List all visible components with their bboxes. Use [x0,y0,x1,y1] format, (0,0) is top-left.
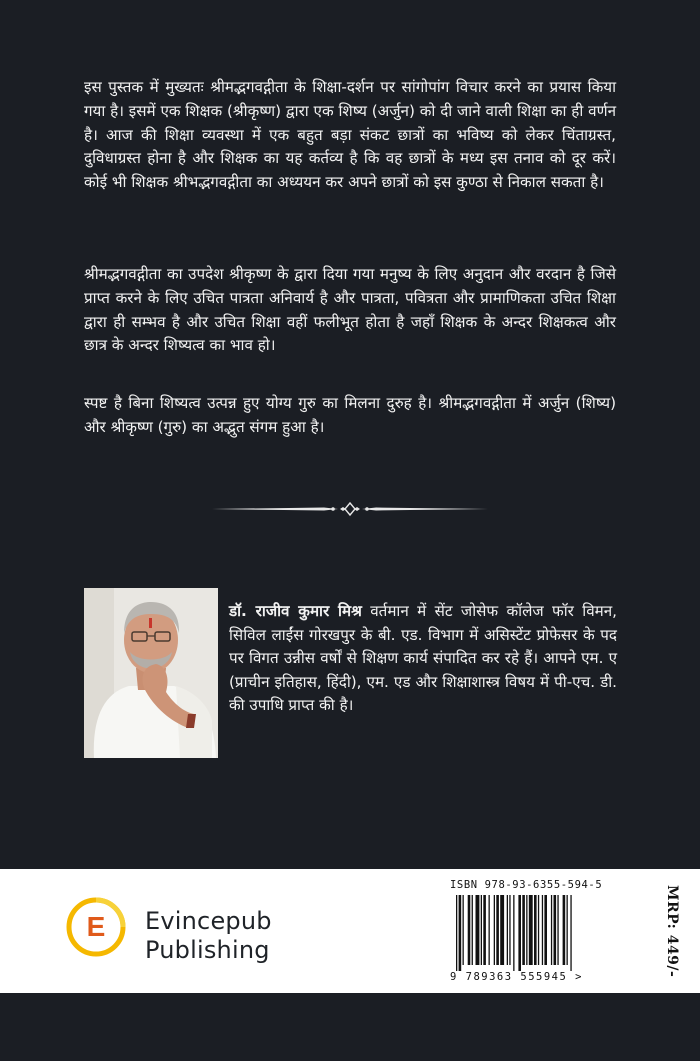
blurb-paragraph-1: इस पुस्तक में मुख्यतः श्रीमद्भगवद्गीता के शिक्षा-दर्शन पर सांगोपांग विचार करने का प्रयास किया गया है। इसमें एक शिक्षक (श्रीकृष्ण) द्वारा एक शिष्य (अर्जुन) को दी जाने वाली शिक्षा का ही वर्णन है। आज की शिक्षा व्यवस्था में एक बहुत बड़ा संकट छात्रों का भविष्य को लेकर चिंताग्रस्त, दुविधाग्रस्त होना है और शिक्षक का यह कर्तव्य है कि वह छात्रों के मध्य इस तनाव को दूर करें। कोई भी शिक्षक श्रीभद्भगवद्गीता का अध्ययन कर अपने छात्रों को इस कुण्ठा से निकाल सकता है। [84,78,616,192]
ornamental-divider [212,500,488,518]
barcode-bars [456,895,626,971]
back-cover-footer [0,869,700,993]
barcode-digits: 9 789363 555945 > [450,971,583,983]
publisher-logo-icon [66,897,126,957]
publisher-name: Evincepub [145,907,272,935]
blurb-paragraph-3: स्पष्ट है बिना शिष्यत्व उत्पन्न हुए योग्य गुरु का मिलना दुरुह है। श्रीमद्भगवद्गीता में अर्जुन (शिष्य) और श्रीकृष्ण (गुरु) का अद्भुत संगम हुआ है। [84,394,616,436]
author-description: वर्तमान में सेंट जोसेफ कॉलेज फॉर विमन, सिविल लाईंस गोरखपुर के बी. एड. विभाग में असिस्टेंट प्रोफेसर के पद पर विगत उन्नीस वर्षों से शिक्षण कार्य संपादित कर रहे हैं। आपने एम. ए (प्राचीन इतिहास, हिंदी), एम. एड और शिक्षाशास्त्र विषय में पी-एच. डी. की उपाधि प्राप्त की है। [229,602,617,715]
author-name: डॉ. राजीव कुमार मिश्र [229,602,362,620]
publisher-logo [66,897,276,969]
publisher-logo-letter: E [86,911,106,942]
author-bio [229,600,617,718]
blurb-paragraph-2: श्रीमद्भगवद्गीता का उपदेश श्रीकृष्ण के द्वारा दिया गया मनुष्य के लिए अनुदान और वरदान है जिसे प्राप्त करने के लिए उचित पात्रता अनिवार्य है और पात्रता, पवित्रता और प्रामाणिकता उचित शिक्षा द्वारा ही सम्भव है और उचित शिक्षा वहीं फलीभूत होता है जहाँ शिक्षक के अन्दर शिक्षकत्व और छात्र के अन्दर शिष्यत्व का भाव हो। [84,265,616,355]
isbn-label: ISBN 978-93-6355-594-5 [450,879,603,891]
author-photo [84,588,218,758]
isbn-barcode [450,879,650,989]
price-label: MRP: 449/- [664,885,680,978]
publisher-subtitle: Publishing [145,936,270,964]
